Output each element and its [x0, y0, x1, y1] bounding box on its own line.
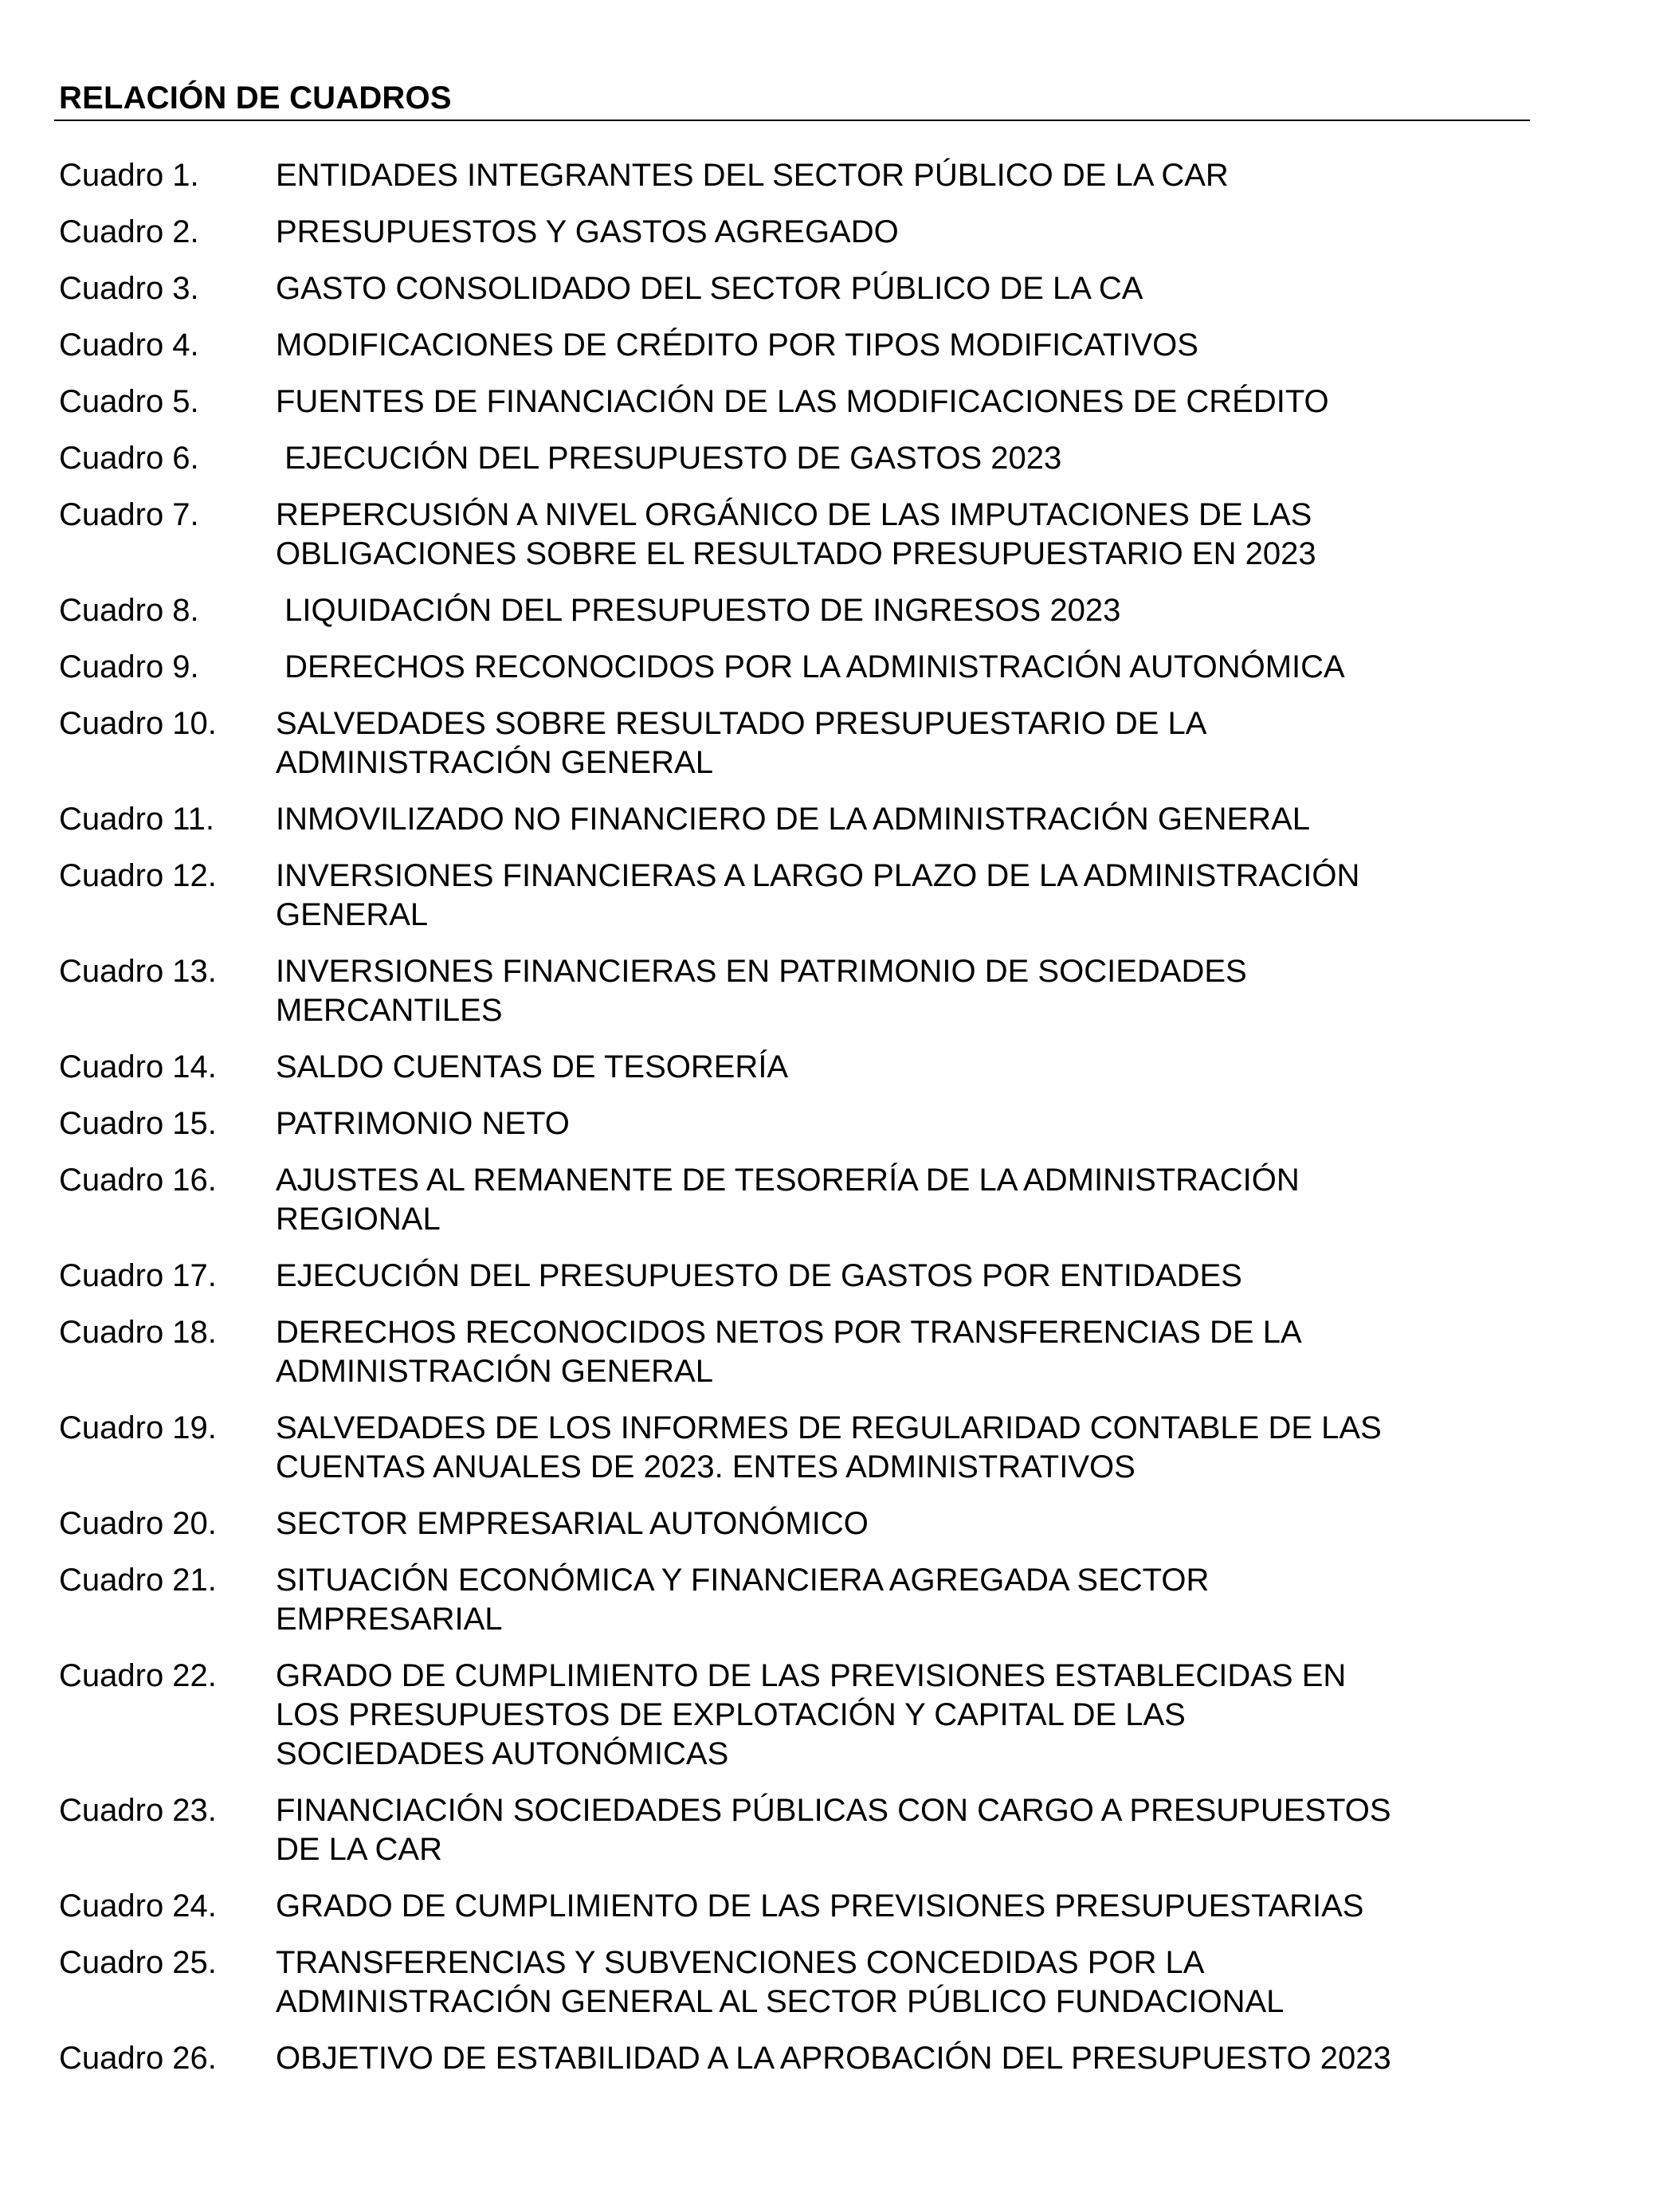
entry-title: MODIFICACIONES DE CRÉDITO POR TIPOS MODIFICATIVOS — [276, 327, 1198, 363]
entry-number: Cuadro 12. — [59, 858, 217, 893]
list-item — [59, 269, 1477, 308]
entry-title: AJUSTES AL REMANENTE DE TESORERÍA DE LA ADMINISTRACIÓN REGIONAL — [276, 1163, 1300, 1237]
entry-title: PRESUPUESTOS Y GASTOS AGREGADO — [276, 214, 899, 249]
entry-title: REPERCUSIÓN A NIVEL ORGÁNICO DE LAS IMPUTACIONES DE LAS OBLIGACIONES SOBRE EL RESULTADO PRESUPUESTARIO EN 2023 — [276, 497, 1316, 571]
entry-title: GRADO DE CUMPLIMIENTO DE LAS PREVISIONES PRESUPUESTARIAS — [276, 1888, 1364, 1924]
entry-number: Cuadro 4. — [59, 327, 199, 363]
entry-title: FINANCIACIÓN SOCIEDADES PÚBLICAS CON CARGO A PRESUPUESTOS DE LA CAR — [276, 1793, 1391, 1867]
list-item — [59, 1943, 1477, 2022]
entry-number: Cuadro 7. — [59, 497, 199, 532]
entry-title: INMOVILIZADO NO FINANCIERO DE LA ADMINISTRACIÓN GENERAL — [276, 802, 1310, 837]
entry-number: Cuadro 9. — [59, 649, 199, 684]
entry-title: SITUACIÓN ECONÓMICA Y FINANCIERA AGREGADA SECTOR EMPRESARIAL — [276, 1563, 1210, 1637]
entry-number: Cuadro 14. — [59, 1049, 217, 1084]
list-item — [59, 1048, 1477, 1087]
entry-number: Cuadro 11. — [59, 802, 214, 837]
list-item — [59, 591, 1477, 630]
entry-number: Cuadro 17. — [59, 1258, 217, 1293]
entry-title: INVERSIONES FINANCIERAS A LARGO PLAZO DE LA ADMINISTRACIÓN GENERAL — [276, 858, 1360, 932]
list-item — [59, 2039, 1477, 2078]
entry-number: Cuadro 22. — [59, 1658, 217, 1693]
entry-title: SALVEDADES SOBRE RESULTADO PRESUPUESTARIO DE LA ADMINISTRACIÓN GENERAL — [276, 706, 1207, 780]
entry-number: Cuadro 19. — [59, 1410, 217, 1445]
entry-title: LIQUIDACIÓN DEL PRESUPUESTO DE INGRESOS 2023 — [276, 593, 1121, 628]
entry-title: SALDO CUENTAS DE TESORERÍA — [276, 1049, 789, 1084]
list-item — [59, 704, 1477, 782]
entry-title: GASTO CONSOLIDADO DEL SECTOR PÚBLICO DE LA CA — [276, 271, 1143, 306]
list-item — [59, 213, 1477, 252]
entry-number: Cuadro 15. — [59, 1106, 217, 1141]
entry-number: Cuadro 26. — [59, 2041, 217, 2076]
list-item — [59, 1313, 1477, 1391]
list-item — [59, 648, 1477, 687]
entry-title: DERECHOS RECONOCIDOS POR LA ADMINISTRACIÓN AUTONÓMICA — [276, 649, 1345, 684]
entry-title: DERECHOS RECONOCIDOS NETOS POR TRANSFERENCIAS DE LA ADMINISTRACIÓN GENERAL — [276, 1315, 1302, 1389]
list-item — [59, 156, 1477, 195]
list-item — [59, 1561, 1477, 1639]
list-item — [59, 1257, 1477, 1296]
entry-title: FUENTES DE FINANCIACIÓN DE LAS MODIFICACIONES DE CRÉDITO — [276, 384, 1329, 419]
entry-number: Cuadro 23. — [59, 1793, 217, 1828]
list-item — [59, 1409, 1477, 1487]
list-item — [59, 952, 1477, 1030]
list-item — [59, 1887, 1477, 1926]
list-item — [59, 496, 1477, 574]
list-item — [59, 326, 1477, 365]
table-list — [59, 156, 1477, 2096]
list-item — [59, 1161, 1477, 1239]
list-item — [59, 1104, 1477, 1143]
entry-number: Cuadro 6. — [59, 441, 199, 476]
entry-title: SECTOR EMPRESARIAL AUTONÓMICO — [276, 1506, 869, 1541]
entry-number: Cuadro 1. — [59, 158, 199, 193]
page-heading: RELACIÓN DE CUADROS — [59, 80, 452, 116]
entry-number: Cuadro 18. — [59, 1315, 217, 1350]
entry-title: EJECUCIÓN DEL PRESUPUESTO DE GASTOS POR ENTIDADES — [276, 1258, 1242, 1293]
entry-title: EJECUCIÓN DEL PRESUPUESTO DE GASTOS 2023 — [276, 441, 1062, 476]
entry-number: Cuadro 10. — [59, 706, 217, 741]
entry-number: Cuadro 5. — [59, 384, 199, 419]
entry-title: ENTIDADES INTEGRANTES DEL SECTOR PÚBLICO DE LA CAR — [276, 158, 1229, 193]
list-item — [59, 800, 1477, 839]
list-item — [59, 439, 1477, 478]
entry-title: PATRIMONIO NETO — [276, 1106, 570, 1141]
list-item — [59, 1657, 1477, 1774]
entry-number: Cuadro 8. — [59, 593, 199, 628]
entry-number: Cuadro 16. — [59, 1163, 217, 1198]
heading-divider — [54, 120, 1530, 121]
entry-number: Cuadro 13. — [59, 954, 217, 989]
list-item — [59, 1504, 1477, 1543]
entry-number: Cuadro 21. — [59, 1563, 217, 1598]
entry-number: Cuadro 2. — [59, 214, 199, 249]
entry-title: TRANSFERENCIAS Y SUBVENCIONES CONCEDIDAS POR LA ADMINISTRACIÓN GENERAL AL SECTOR PÚBLICO FUNDACIONAL — [276, 1945, 1285, 2019]
entry-title: GRADO DE CUMPLIMIENTO DE LAS PREVISIONES ESTABLECIDAS EN LOS PRESUPUESTOS DE EXPLOTACIÓN Y CAPITAL DE LAS SOCIEDADES AUTONÓMICAS — [276, 1658, 1347, 1771]
entry-number: Cuadro 3. — [59, 271, 199, 306]
list-item — [59, 1791, 1477, 1869]
entry-number: Cuadro 20. — [59, 1506, 217, 1541]
entry-title: INVERSIONES FINANCIERAS EN PATRIMONIO DE SOCIEDADES MERCANTILES — [276, 954, 1247, 1028]
entry-number: Cuadro 25. — [59, 1945, 217, 1980]
entry-number: Cuadro 24. — [59, 1888, 217, 1924]
entry-title: OBJETIVO DE ESTABILIDAD A LA APROBACIÓN DEL PRESUPUESTO 2023 — [276, 2041, 1391, 2076]
entry-title: SALVEDADES DE LOS INFORMES DE REGULARIDAD CONTABLE DE LAS CUENTAS ANUALES DE 2023. ENTES ADMINISTRATIVOS — [276, 1410, 1382, 1484]
list-item — [59, 382, 1477, 422]
list-item — [59, 857, 1477, 935]
